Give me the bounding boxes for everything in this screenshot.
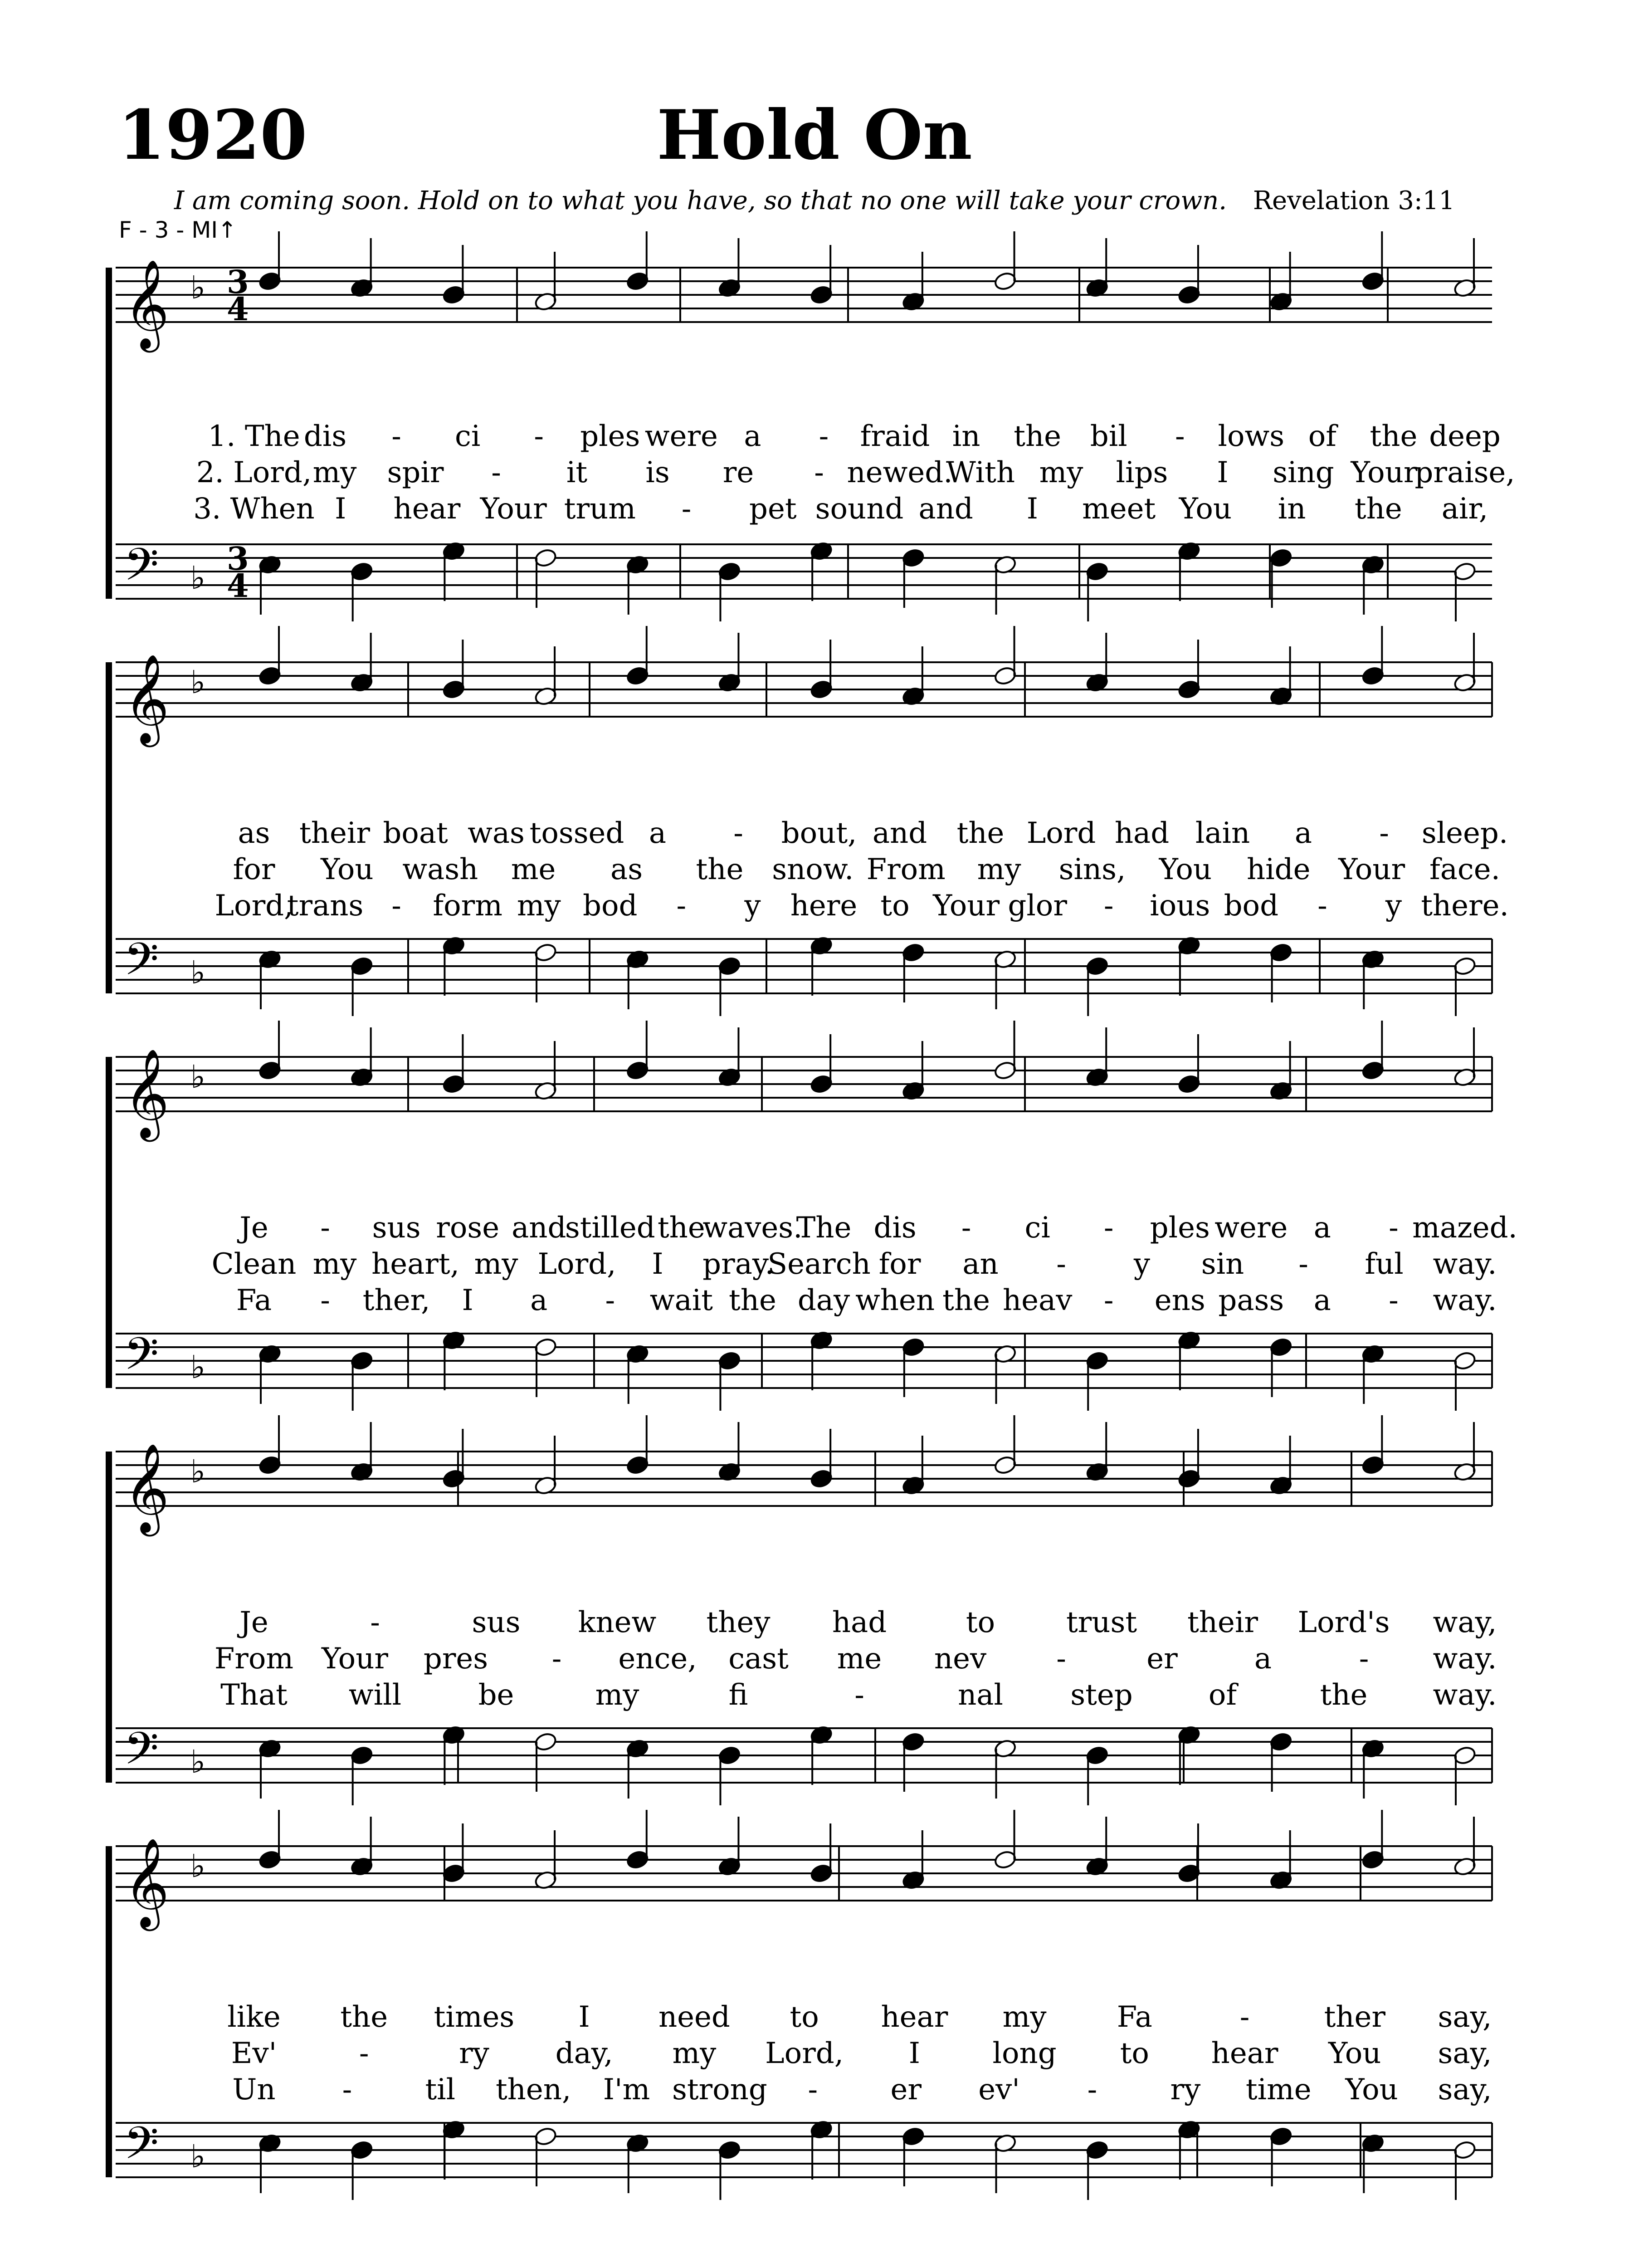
lyric-line: [0, 492, 1629, 524]
lyric-syllable: trust: [1066, 1606, 1137, 1639]
lyric-syllable: Clean: [211, 1247, 297, 1281]
system-2-treble-flat-icon: ♭: [190, 664, 206, 701]
lyric-syllable: the: [729, 1284, 776, 1317]
lyric-syllable: the: [1354, 492, 1402, 526]
lyric-syllable: my: [517, 889, 561, 923]
lyric-syllable: my: [1002, 2000, 1047, 2034]
lyric-syllable: -: [1298, 1247, 1308, 1281]
lyric-syllable: of: [1208, 1678, 1237, 1712]
lyric-syllable: be: [478, 1678, 514, 1712]
lyric-syllable: the: [1014, 420, 1062, 453]
lyric-syllable: bod: [583, 889, 638, 923]
lyric-syllable: -: [1103, 889, 1114, 923]
lyric-syllable: me: [837, 1642, 882, 1676]
lyric-syllable: ples: [580, 420, 640, 453]
lyric-syllable: and: [918, 492, 973, 526]
lyric-syllable: my: [312, 1247, 357, 1281]
lyric-syllable: for: [878, 1247, 921, 1281]
lyric-line: [0, 1678, 1629, 1710]
lyric-syllable: y: [744, 889, 761, 923]
system-3-treble-flat-icon: ♭: [190, 1058, 206, 1095]
lyric-syllable: Your: [1351, 456, 1418, 489]
lyric-syllable: er: [1146, 1642, 1178, 1676]
lyric-syllable: Ev': [231, 2037, 277, 2070]
lyric-syllable: snow.: [772, 853, 854, 886]
system-3-bass-clef-icon: 𝄢: [124, 1328, 159, 1391]
lyric-syllable: my: [474, 1247, 518, 1281]
lyric-syllable: nev: [934, 1642, 987, 1676]
lyric-syllable: From: [866, 853, 946, 886]
lyric-syllable: the: [657, 1211, 705, 1245]
lyric-syllable: Lord,: [765, 2037, 844, 2070]
lyric-syllable: 2. Lord,: [196, 456, 312, 489]
lyric-syllable: day: [797, 1284, 850, 1317]
lyric-syllable: -: [1103, 1211, 1114, 1245]
lyric-syllable: re: [722, 456, 754, 489]
lyric-syllable: it: [566, 456, 588, 489]
system-4-treble-flat-icon: ♭: [190, 1453, 206, 1490]
system-5-treble-flat-icon: ♭: [190, 1848, 206, 1885]
lyric-syllable: like: [227, 2000, 281, 2034]
lyric-syllable: Search: [767, 1247, 871, 1281]
lyric-syllable: I: [652, 1247, 663, 1281]
lyric-syllable: The: [796, 1211, 852, 1245]
system-4-treble-clef-icon: 𝄞: [124, 1443, 170, 1533]
lyric-syllable: y: [1133, 1247, 1151, 1281]
lyric-syllable: ci: [455, 420, 481, 453]
lyric-syllable: when: [855, 1284, 935, 1317]
lyric-syllable: the: [696, 853, 744, 886]
lyric-syllable: as: [238, 816, 270, 850]
hymn-number: 1920: [118, 95, 307, 175]
lyric-syllable: lows: [1218, 420, 1285, 453]
lyric-syllable: my: [312, 456, 357, 489]
lyric-syllable: times: [434, 2000, 515, 2034]
lyric-syllable: boat: [383, 816, 448, 850]
lyric-syllable: -: [961, 1211, 971, 1245]
lyric-syllable: You: [1179, 492, 1232, 526]
lyric-syllable: the: [942, 1284, 990, 1317]
lyric-line: [0, 456, 1629, 488]
lyric-syllable: y: [1385, 889, 1402, 923]
lyric-syllable: way.: [1433, 1642, 1497, 1676]
lyric-syllable: meet: [1082, 492, 1156, 526]
lyric-line: [0, 420, 1629, 451]
lyric-syllable: and: [512, 1211, 566, 1245]
lyric-syllable: til: [425, 2073, 456, 2107]
lyric-syllable: You: [321, 853, 374, 886]
lyric-syllable: air,: [1441, 492, 1488, 526]
lyric-syllable: was: [468, 816, 525, 850]
lyric-syllable: -: [808, 2073, 818, 2107]
lyric-syllable: step: [1070, 1678, 1133, 1712]
system-5-treble-clef-icon: 𝄞: [124, 1838, 170, 1927]
lyric-line: [0, 889, 1629, 921]
lyric-syllable: tossed: [529, 816, 624, 850]
lyric-syllable: -: [342, 2073, 352, 2107]
lyric-syllable: Your: [321, 1642, 389, 1676]
hymn-title: Hold On: [657, 95, 972, 175]
lyric-syllable: pray.: [702, 1247, 774, 1281]
lyric-syllable: the: [1320, 1678, 1368, 1712]
lyric-syllable: From: [214, 1642, 294, 1676]
bass-time-signature-bottom: 4: [227, 567, 249, 605]
lyric-syllable: rose: [436, 1211, 500, 1245]
lyric-syllable: ry: [1170, 2073, 1201, 2107]
lyric-syllable: Your: [480, 492, 547, 526]
lyric-syllable: I: [335, 492, 346, 526]
lyric-syllable: -: [391, 420, 401, 453]
lyric-syllable: sus: [472, 1606, 521, 1639]
lyric-syllable: Lord,: [215, 889, 293, 923]
lyric-syllable: say,: [1438, 2000, 1492, 2034]
system-3-treble-clef-icon: 𝄞: [124, 1048, 170, 1138]
lyric-syllable: way,: [1433, 1606, 1497, 1639]
lyric-syllable: fraid: [860, 420, 930, 453]
lyric-syllable: -: [1379, 816, 1389, 850]
lyric-syllable: knew: [578, 1606, 657, 1639]
lyric-syllable: -: [1317, 889, 1327, 923]
lyric-syllable: in: [1278, 492, 1306, 526]
lyric-syllable: to: [966, 1606, 995, 1639]
lyric-syllable: a: [1254, 1642, 1272, 1676]
lyric-syllable: -: [1175, 420, 1185, 453]
system-1-bass-flat-icon: ♭: [190, 559, 206, 596]
lyric-syllable: praise,: [1414, 456, 1515, 489]
lyric-syllable: I'm: [603, 2073, 650, 2107]
lyric-syllable: there.: [1421, 889, 1509, 923]
lyric-syllable: time: [1245, 2073, 1312, 2107]
lyric-syllable: is: [645, 456, 670, 489]
lyric-syllable: Your: [1338, 853, 1405, 886]
lyric-syllable: ther,: [362, 1284, 430, 1317]
lyric-syllable: a: [1313, 1211, 1331, 1245]
lyric-syllable: sleep.: [1421, 816, 1508, 850]
lyric-syllable: Lord: [1026, 816, 1096, 850]
lyric-syllable: ful: [1365, 1247, 1404, 1281]
system-1-treble-flat-icon: ♭: [190, 269, 206, 306]
lyric-syllable: the: [1370, 420, 1418, 453]
lyric-syllable: hear: [1211, 2037, 1278, 2070]
lyric-syllable: -: [551, 1642, 562, 1676]
lyric-syllable: -: [391, 889, 401, 923]
lyric-syllable: -: [681, 492, 692, 526]
lyric-syllable: ens: [1154, 1284, 1205, 1317]
lyric-syllable: heart,: [371, 1247, 459, 1281]
lyric-syllable: lips: [1116, 456, 1168, 489]
lyric-syllable: here: [790, 889, 858, 923]
lyric-syllable: -: [1389, 1284, 1399, 1317]
lyric-line: [0, 1284, 1629, 1315]
lyric-syllable: the: [956, 816, 1005, 850]
lyric-syllable: pres: [423, 1642, 488, 1676]
lyric-syllable: say,: [1438, 2037, 1492, 2070]
lyric-syllable: Your: [933, 889, 1000, 923]
lyric-syllable: -: [1359, 1642, 1369, 1676]
lyric-syllable: a: [744, 420, 761, 453]
lyric-syllable: my: [672, 2037, 717, 2070]
lyric-syllable: er: [890, 2073, 922, 2107]
lyric-syllable: strong: [672, 2073, 767, 2107]
system-5-bass-flat-icon: ♭: [190, 2138, 206, 2175]
lyric-syllable: Je: [239, 1211, 268, 1245]
scripture-reference: Revelation 3:11: [1253, 186, 1455, 215]
lyric-syllable: need: [658, 2000, 730, 2034]
lyric-syllable: You: [1159, 853, 1212, 886]
lyric-syllable: wait: [649, 1284, 713, 1317]
lyric-syllable: trum: [564, 492, 636, 526]
lyric-syllable: bil: [1090, 420, 1127, 453]
system-2-bass-flat-icon: ♭: [190, 954, 206, 991]
lyric-syllable: Fa: [1117, 2000, 1152, 2034]
system-2-bass-clef-icon: 𝄢: [124, 934, 159, 997]
time-signature-bottom: 4: [227, 290, 249, 328]
lyric-syllable: mazed.: [1412, 1211, 1517, 1245]
lyric-line: [0, 1642, 1629, 1674]
system-1-treble-clef-icon: 𝄞: [124, 259, 170, 349]
lyric-syllable: I: [908, 2037, 920, 2070]
lyric-syllable: Lord's: [1297, 1606, 1390, 1639]
lyric-syllable: lain: [1195, 816, 1250, 850]
lyric-syllable: newed.: [847, 456, 953, 489]
lyric-syllable: form: [433, 889, 502, 923]
lyric-syllable: -: [1239, 2000, 1250, 2034]
lyric-syllable: cast: [728, 1642, 789, 1676]
lyric-syllable: pass: [1218, 1284, 1284, 1317]
bass-time-signature-top: 3: [227, 540, 249, 577]
lyric-syllable: bod: [1224, 889, 1279, 923]
lyric-syllable: of: [1308, 420, 1336, 453]
lyric-syllable: to: [790, 2000, 819, 2034]
system-4-bass-flat-icon: ♭: [190, 1743, 206, 1780]
time-signature-top: 3: [227, 263, 249, 301]
lyric-syllable: -: [320, 1284, 330, 1317]
lyric-syllable: had: [832, 1606, 887, 1639]
lyric-syllable: ence,: [618, 1642, 697, 1676]
lyric-syllable: then,: [495, 2073, 571, 2107]
lyric-line: [0, 1211, 1629, 1243]
lyric-syllable: 3. When: [193, 492, 315, 526]
lyric-syllable: I: [462, 1284, 473, 1317]
lyric-syllable: say,: [1438, 2073, 1492, 2107]
lyric-line: [0, 2073, 1629, 2105]
system-4-bass-clef-icon: 𝄢: [124, 1723, 159, 1786]
lyric-syllable: ious: [1150, 889, 1210, 923]
lyric-syllable: as: [610, 853, 643, 886]
lyric-syllable: an: [962, 1247, 999, 1281]
lyric-syllable: to: [1120, 2037, 1149, 2070]
lyric-syllable: -: [676, 889, 687, 923]
lyric-syllable: -: [534, 420, 544, 453]
lyric-syllable: -: [733, 816, 743, 850]
lyric-syllable: a: [1294, 816, 1312, 850]
lyric-syllable: -: [605, 1284, 615, 1317]
system-3-bass-flat-icon: ♭: [190, 1349, 206, 1386]
lyric-syllable: sing: [1273, 456, 1334, 489]
lyric-syllable: were: [644, 420, 718, 453]
lyric-syllable: -: [1056, 1642, 1066, 1676]
lyric-syllable: hear: [393, 492, 461, 526]
lyric-syllable: That: [220, 1678, 288, 1712]
lyric-syllable: face.: [1429, 853, 1500, 886]
lyric-syllable: Un: [232, 2073, 276, 2107]
lyric-syllable: will: [348, 1678, 402, 1712]
lyric-syllable: -: [819, 420, 829, 453]
lyric-syllable: for: [233, 853, 275, 886]
lyric-syllable: I: [578, 2000, 590, 2034]
system-1-bass-clef-icon: 𝄢: [124, 539, 159, 602]
lyric-syllable: ev': [978, 2073, 1020, 2107]
lyric-syllable: trans: [287, 889, 364, 923]
lyric-syllable: -: [854, 1678, 864, 1712]
lyric-line: [0, 816, 1629, 848]
lyric-syllable: Je: [239, 1606, 268, 1639]
lyric-syllable: dis: [303, 420, 347, 453]
lyric-syllable: glor: [1008, 889, 1067, 923]
lyric-syllable: ry: [459, 2037, 489, 2070]
lyric-syllable: way.: [1433, 1247, 1497, 1281]
lyric-syllable: my: [977, 853, 1021, 886]
lyric-line: [0, 853, 1629, 885]
lyric-syllable: deep: [1429, 420, 1501, 453]
lyric-syllable: me: [511, 853, 556, 886]
lyric-syllable: way.: [1433, 1284, 1497, 1317]
lyric-syllable: -: [1103, 1284, 1114, 1317]
lyric-syllable: my: [595, 1678, 639, 1712]
lyric-syllable: sound: [815, 492, 904, 526]
lyric-syllable: -: [1389, 1211, 1399, 1245]
lyric-line: [0, 1606, 1629, 1637]
lyric-syllable: waves.: [702, 1211, 803, 1245]
lyric-syllable: -: [491, 456, 501, 489]
lyric-syllable: ples: [1150, 1211, 1210, 1245]
lyric-syllable: wash: [402, 853, 478, 886]
lyric-syllable: had: [1114, 816, 1170, 850]
lyric-syllable: ther: [1324, 2000, 1385, 2034]
lyric-syllable: in: [952, 420, 980, 453]
lyric-syllable: bout,: [781, 816, 857, 850]
lyric-syllable: hear: [881, 2000, 948, 2034]
system-2-treble-clef-icon: 𝄞: [124, 654, 170, 743]
lyric-syllable: Fa: [236, 1284, 272, 1317]
lyric-syllable: way.: [1433, 1678, 1497, 1712]
lyric-syllable: -: [1056, 1247, 1066, 1281]
lyric-syllable: -: [814, 456, 824, 489]
lyric-syllable: stilled: [565, 1211, 655, 1245]
lyric-syllable: their: [1187, 1606, 1258, 1639]
lyric-syllable: sin: [1201, 1247, 1244, 1281]
lyric-syllable: a: [530, 1284, 548, 1317]
system-5-bass-clef-icon: 𝄢: [124, 2117, 159, 2180]
lyric-syllable: their: [299, 816, 370, 850]
lyric-syllable: 1. The: [208, 420, 300, 453]
lyric-syllable: -: [1087, 2073, 1097, 2107]
lyric-syllable: and: [872, 816, 927, 850]
lyric-syllable: pet: [749, 492, 797, 526]
lyric-syllable: to: [880, 889, 910, 923]
lyric-syllable: a: [649, 816, 667, 850]
lyric-syllable: they: [706, 1606, 771, 1639]
lyric-syllable: spir: [387, 456, 444, 489]
lyric-syllable: long: [992, 2037, 1057, 2070]
key-signature-info: F - 3 - MI↑: [119, 217, 237, 243]
lyric-syllable: fi: [728, 1678, 748, 1712]
lyric-syllable: sus: [372, 1211, 421, 1245]
lyric-syllable: day,: [555, 2037, 613, 2070]
lyric-line: [0, 2000, 1629, 2032]
lyric-syllable: Lord,: [537, 1247, 616, 1281]
lyric-syllable: I: [1217, 456, 1229, 489]
lyric-syllable: the: [340, 2000, 388, 2034]
lyric-syllable: dis: [873, 1211, 917, 1245]
lyric-syllable: my: [1039, 456, 1083, 489]
lyric-syllable: -: [370, 1606, 380, 1639]
lyric-syllable: You: [1345, 2073, 1398, 2107]
lyric-syllable: a: [1313, 1284, 1331, 1317]
lyric-syllable: were: [1214, 1211, 1288, 1245]
lyric-syllable: hide: [1246, 853, 1311, 886]
lyric-line: [0, 2037, 1629, 2068]
lyric-line: [0, 1247, 1629, 1279]
lyric-syllable: -: [320, 1211, 330, 1245]
lyric-syllable: With: [946, 456, 1015, 489]
lyric-syllable: I: [1026, 492, 1039, 526]
lyric-syllable: sins,: [1058, 853, 1126, 886]
lyric-syllable: You: [1328, 2037, 1381, 2070]
lyric-syllable: heav: [1002, 1284, 1073, 1317]
lyric-syllable: -: [359, 2037, 369, 2070]
epigraph-quote: I am coming soon. Hold on to what you have, so that no one will take your crown.: [174, 186, 1227, 215]
lyric-syllable: ci: [1024, 1211, 1050, 1245]
lyric-syllable: nal: [958, 1678, 1003, 1712]
